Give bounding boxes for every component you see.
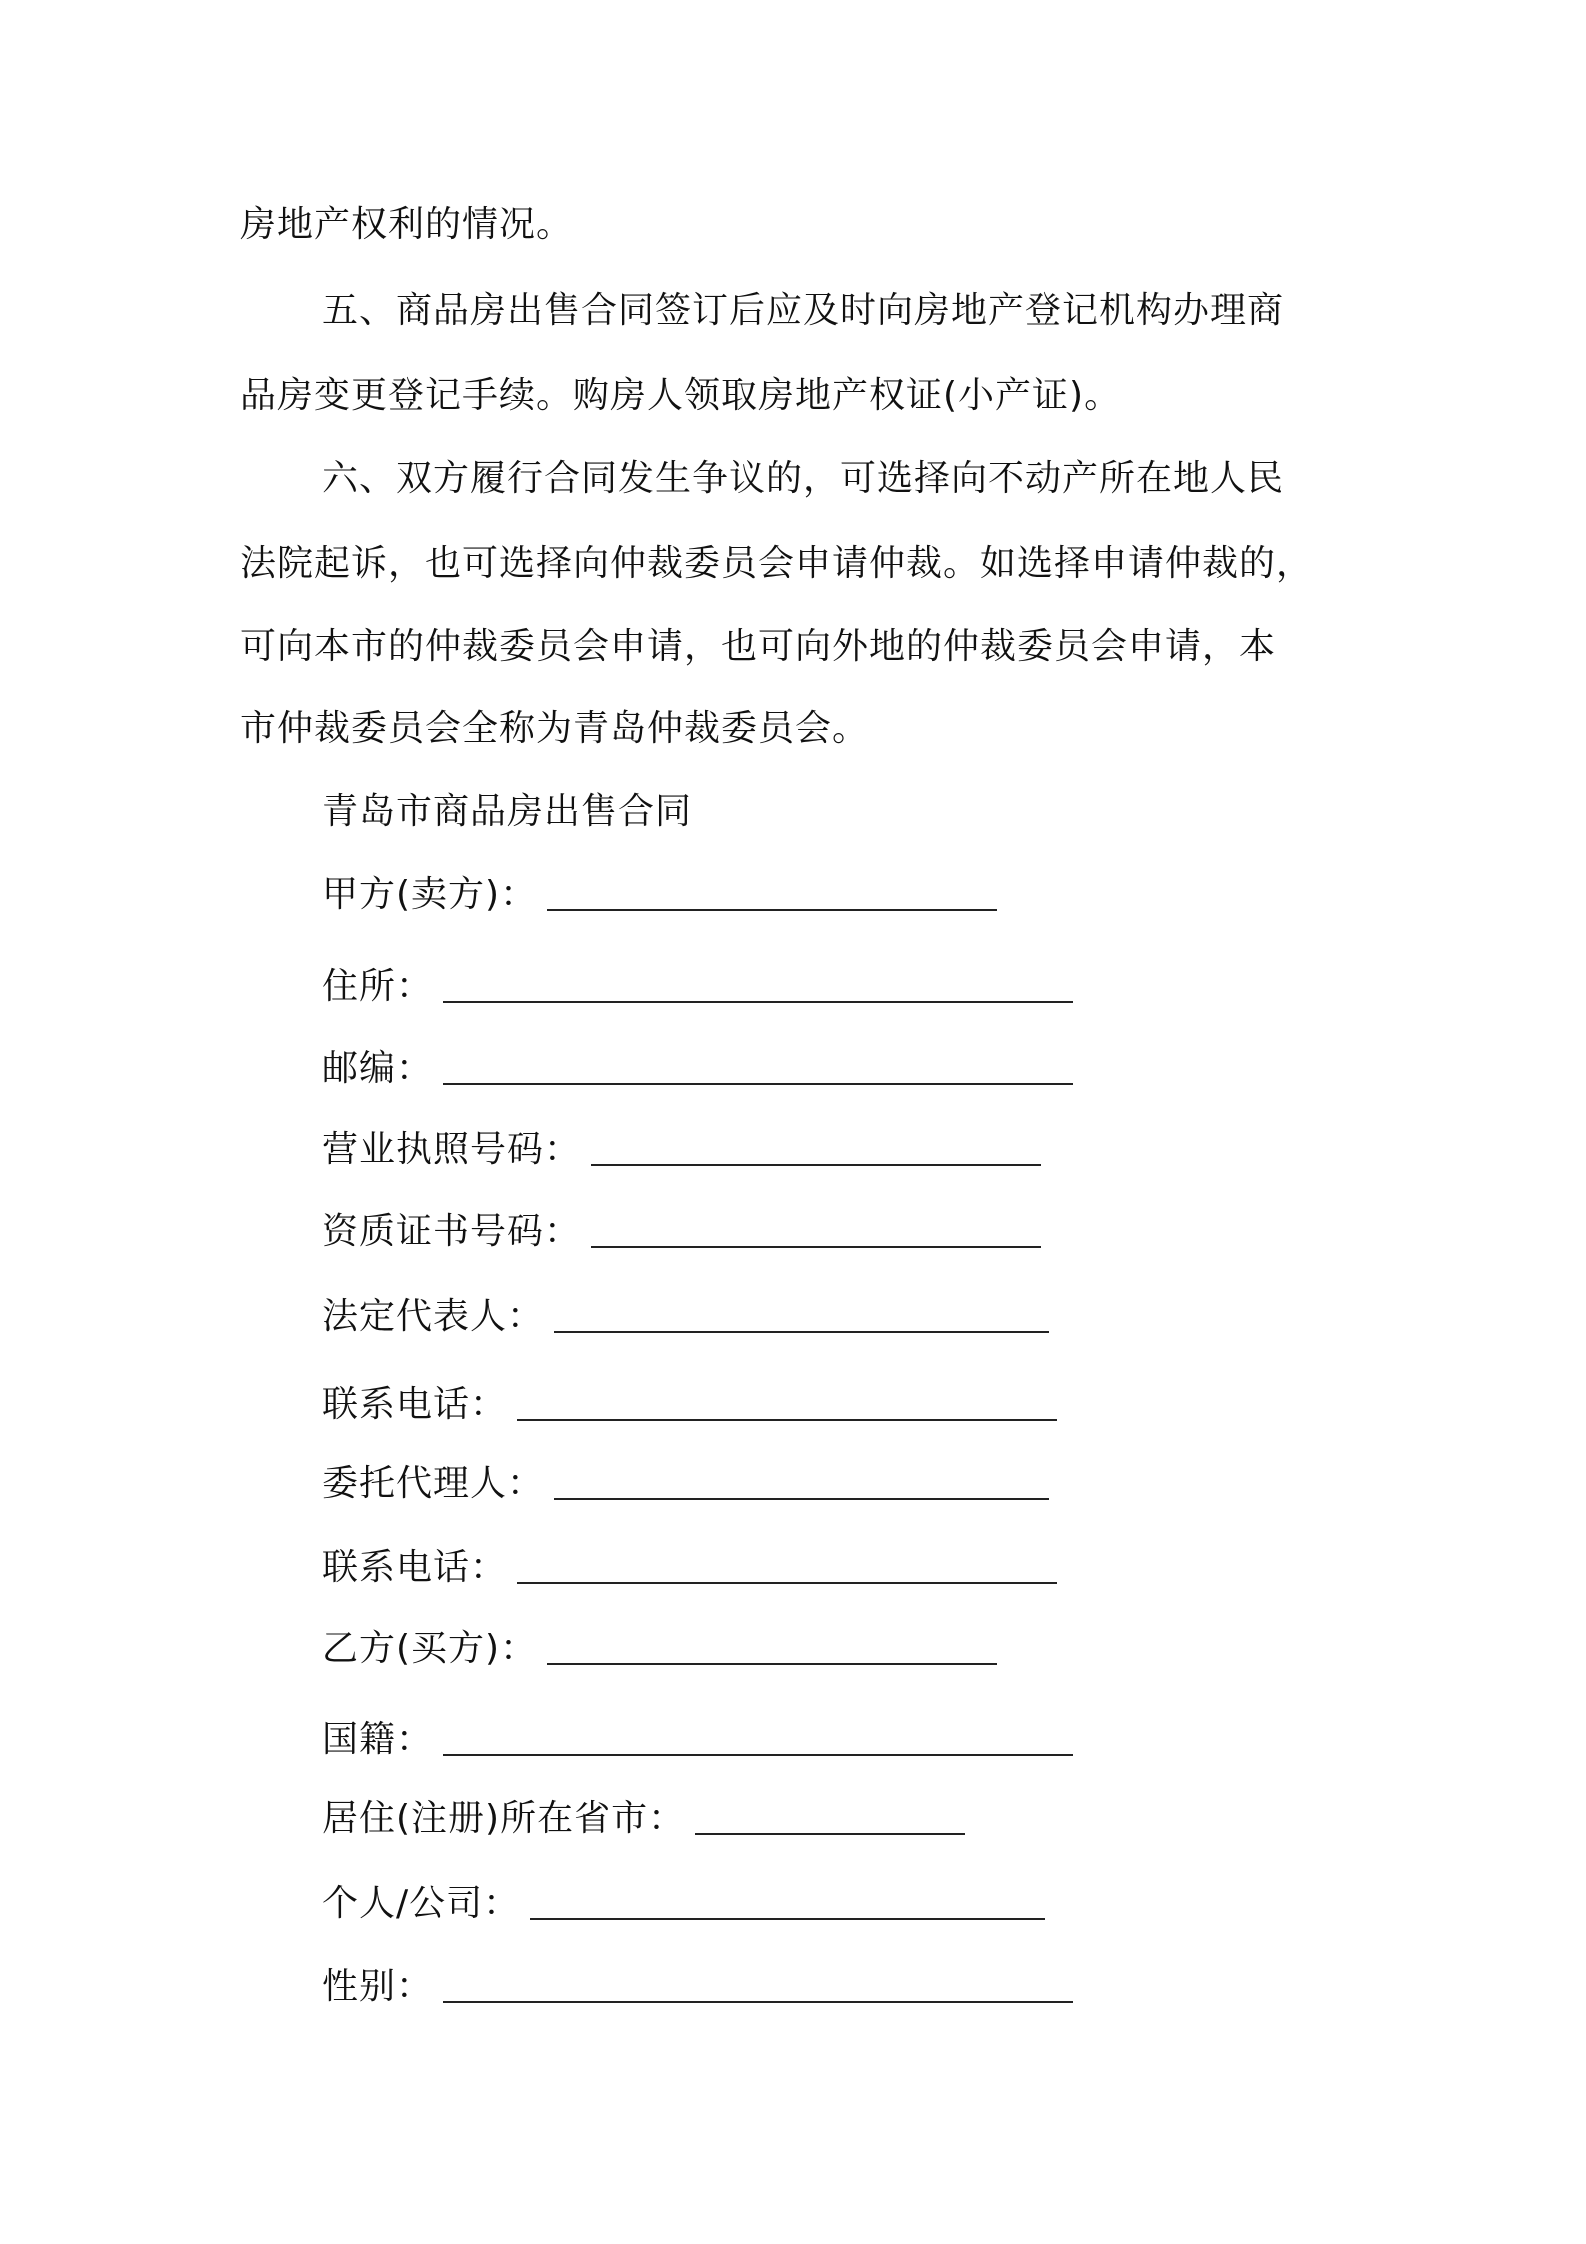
field-gender	[322, 1965, 1073, 2009]
field-address	[322, 965, 1073, 1009]
fill-in-blank	[591, 1210, 1041, 1248]
field-business-license	[322, 1128, 1041, 1172]
field-label: 营业执照号码：	[322, 1129, 582, 1170]
field-label: 委托代理人：	[322, 1463, 545, 1504]
field-individual-company	[322, 1882, 1045, 1926]
field-label: 居住(注册)所在省市：	[322, 1798, 686, 1839]
fill-in-blank	[695, 1797, 965, 1835]
field-label: 国籍：	[322, 1719, 434, 1760]
field-label: 邮编：	[322, 1048, 434, 1089]
field-nationality	[322, 1718, 1073, 1762]
field-party-b	[322, 1627, 997, 1671]
field-label: 联系电话：	[322, 1384, 508, 1425]
field-residence-province	[322, 1797, 965, 1841]
paragraph-line: 五、商品房出售合同签订后应及时向房地产登记机构办理商	[322, 290, 1285, 331]
contract-title: 青岛市商品房出售合同	[322, 791, 693, 832]
paragraph-line: 法院起诉，也可选择向仲裁委员会申请仲裁。如选择申请仲裁的，	[240, 543, 1314, 584]
fill-in-blank	[443, 1965, 1073, 2003]
field-qualification-cert	[322, 1210, 1041, 1254]
fill-in-blank	[443, 965, 1073, 1003]
fill-in-blank	[443, 1718, 1073, 1756]
field-phone-agent	[322, 1546, 1057, 1590]
fill-in-blank	[517, 1383, 1057, 1421]
paragraph-line: 市仲裁委员会全称为青岛仲裁委员会。	[240, 708, 870, 749]
fill-in-blank	[443, 1047, 1073, 1085]
fill-in-blank	[530, 1882, 1045, 1920]
fill-in-blank	[591, 1128, 1041, 1166]
fill-in-blank	[554, 1295, 1049, 1333]
fill-in-blank	[517, 1546, 1057, 1584]
paragraph-line: 品房变更登记手续。购房人领取房地产权证(小产证)。	[240, 375, 1122, 416]
paragraph-line: 可向本市的仲裁委员会申请，也可向外地的仲裁委员会申请，本	[240, 626, 1277, 667]
paragraph-line: 六、双方履行合同发生争议的，可选择向不动产所在地人民	[322, 458, 1285, 499]
field-party-a	[322, 873, 997, 917]
paragraph-line: 房地产权利的情况。	[240, 204, 574, 245]
field-postcode	[322, 1047, 1073, 1091]
field-label: 性别：	[322, 1966, 434, 2007]
field-label: 乙方(买方)：	[322, 1628, 538, 1669]
field-label: 法定代表人：	[322, 1296, 545, 1337]
field-legal-representative	[322, 1295, 1049, 1339]
field-label: 联系电话：	[322, 1547, 508, 1588]
field-agent	[322, 1462, 1049, 1506]
fill-in-blank	[547, 1627, 997, 1665]
fill-in-blank	[554, 1462, 1049, 1500]
field-label: 甲方(卖方)：	[322, 874, 538, 915]
field-label: 个人/公司：	[322, 1883, 521, 1924]
fill-in-blank	[547, 873, 997, 911]
field-phone-a	[322, 1383, 1057, 1427]
field-label: 住所：	[322, 966, 434, 1007]
field-label: 资质证书号码：	[322, 1211, 582, 1252]
